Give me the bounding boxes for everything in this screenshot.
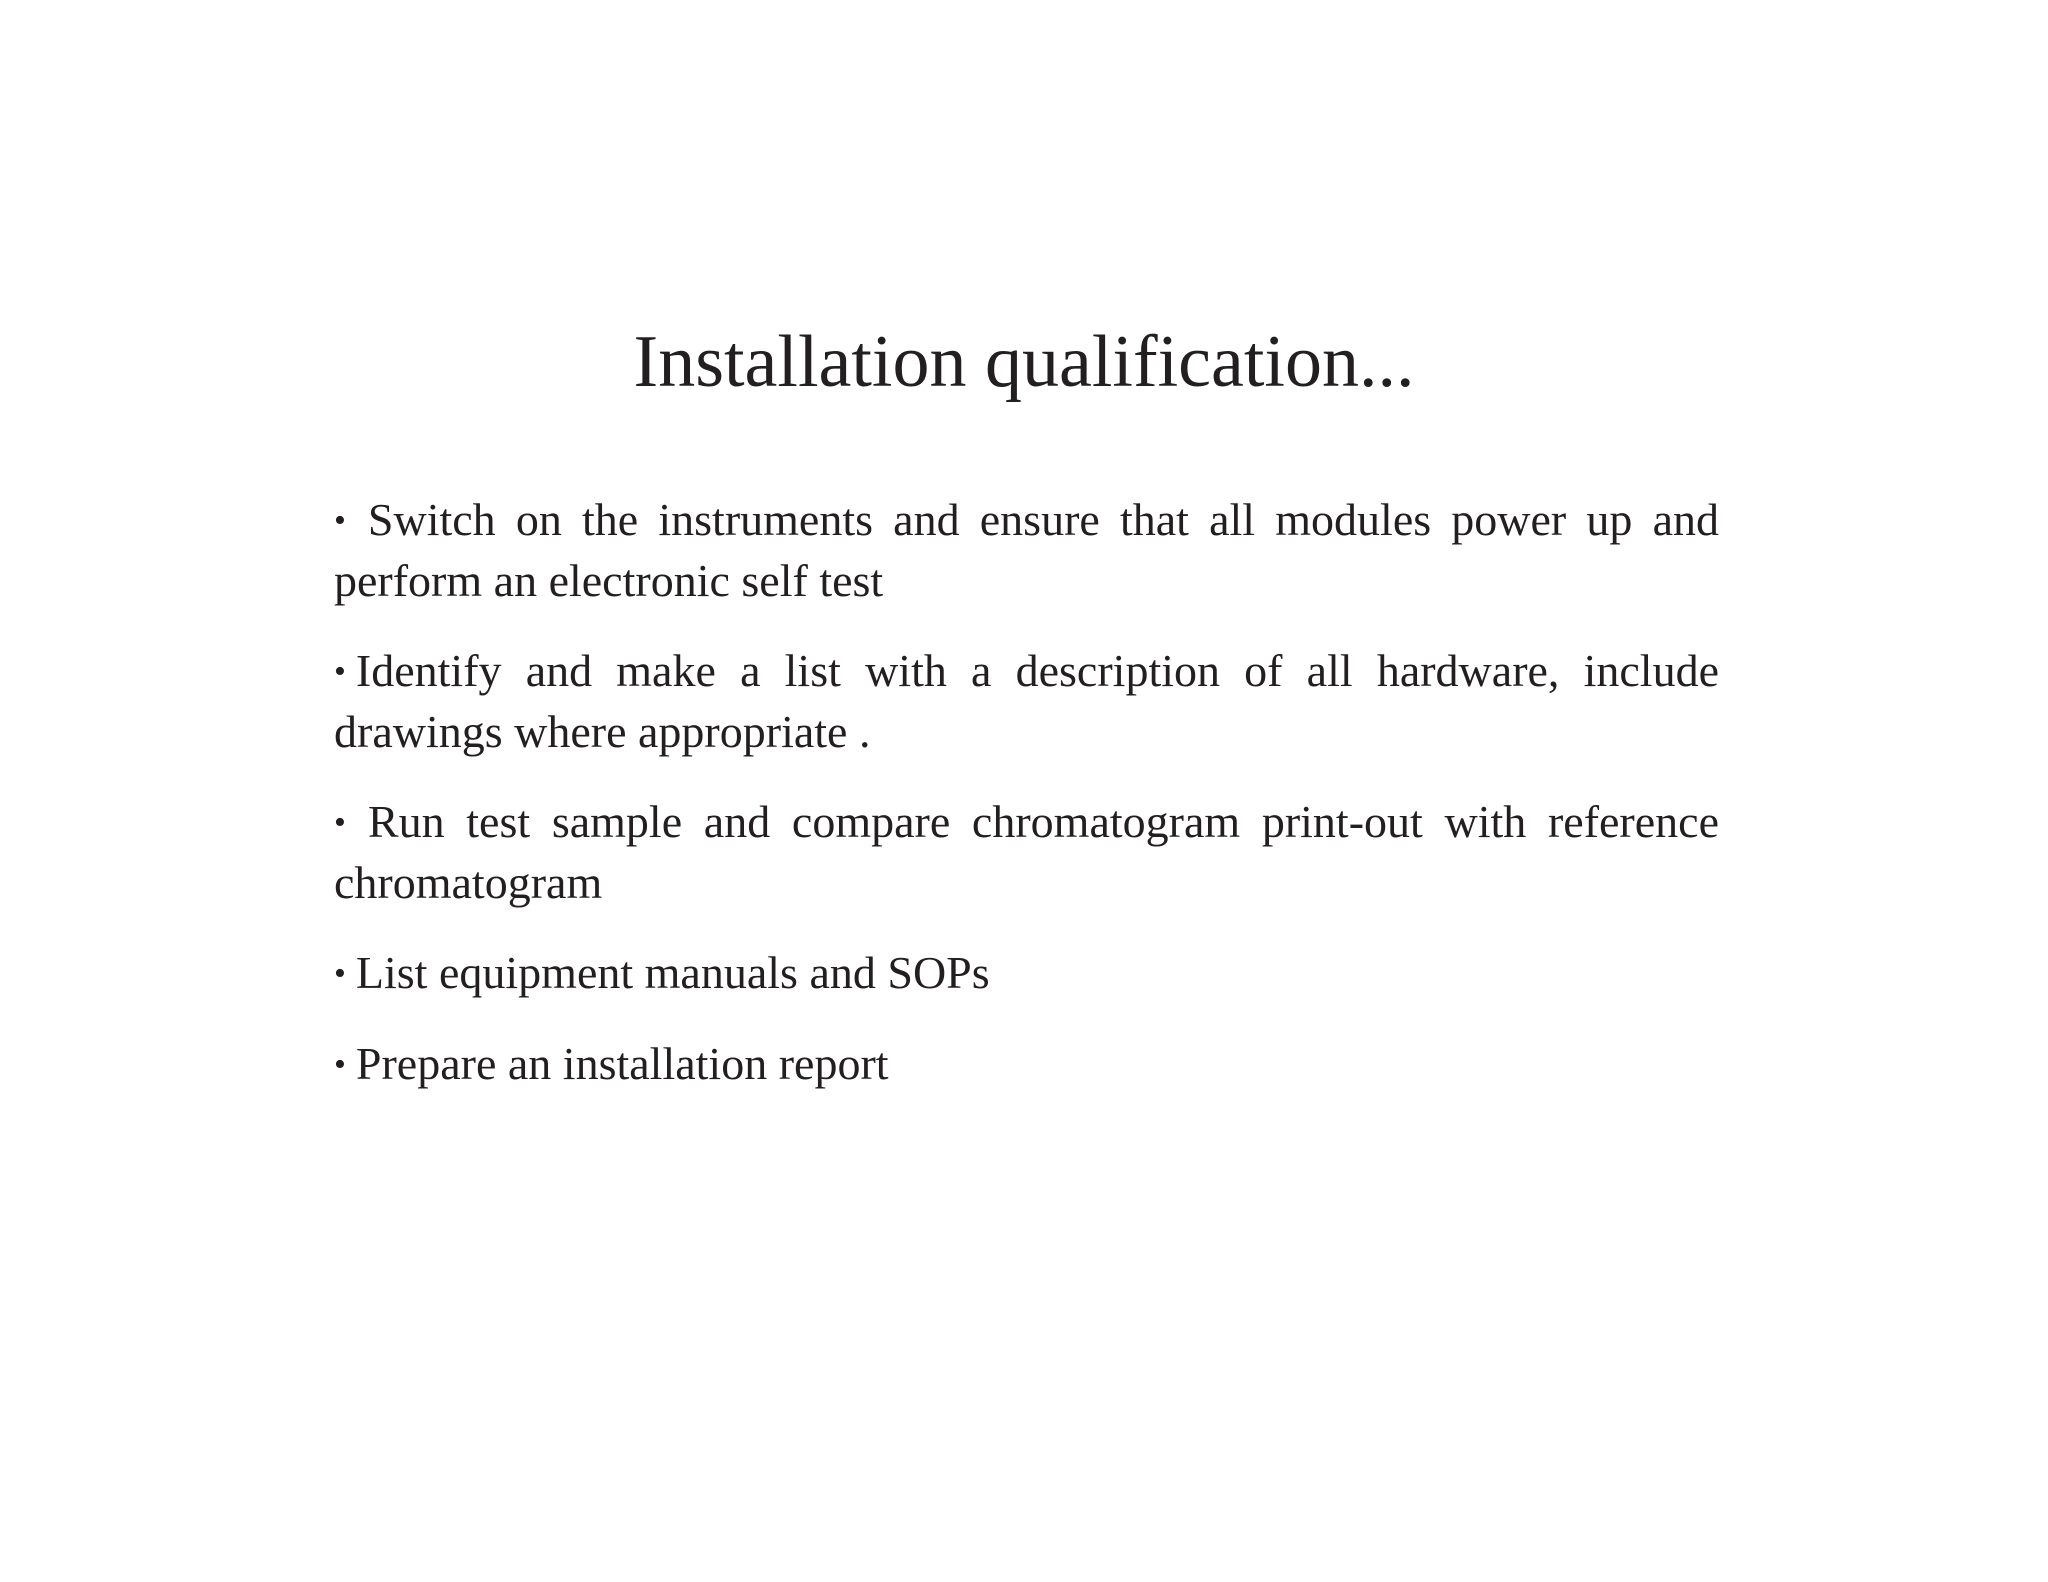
list-item xyxy=(334,1034,1719,1095)
bullet-icon: • xyxy=(334,804,346,841)
bullet-text: List equipment manuals and SOPs xyxy=(355,947,990,998)
bullet-text: Run test sample and compare chromatogram print-out with reference chromatogram xyxy=(334,796,1719,908)
bullet-icon: • xyxy=(334,502,346,539)
slide-title: Installation qualification... xyxy=(633,321,1415,403)
bullet-list xyxy=(334,490,1719,1125)
list-item xyxy=(334,792,1719,913)
bullet-text: Switch on the instruments and ensure that all modules power up and perform an electronic self test xyxy=(334,494,1719,606)
list-item xyxy=(334,490,1719,611)
bullet-icon: • xyxy=(334,955,346,992)
list-item xyxy=(334,943,1719,1004)
bullet-icon: • xyxy=(334,653,346,690)
bullet-text: Identify and make a list with a description of all hardware, include drawings where appropriate . xyxy=(334,645,1719,757)
bullet-text: Prepare an installation report xyxy=(355,1038,889,1089)
list-item xyxy=(334,641,1719,762)
bullet-icon: • xyxy=(334,1046,346,1083)
